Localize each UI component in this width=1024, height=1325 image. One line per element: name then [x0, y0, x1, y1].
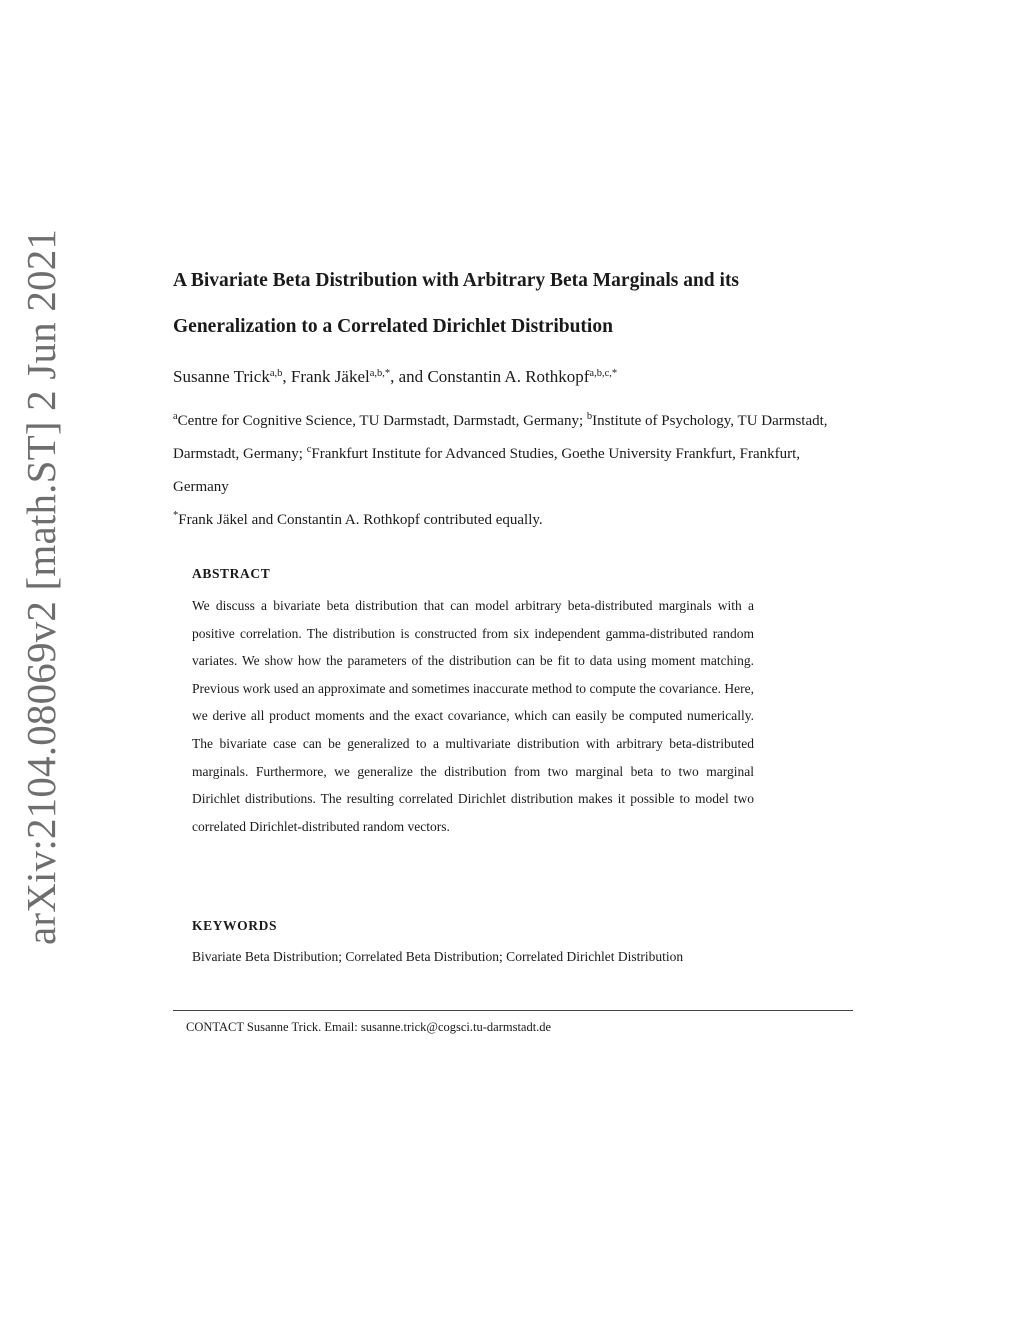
footnote-divider: [173, 1010, 853, 1011]
affiliation-mark: a: [173, 411, 178, 422]
contact-email-link[interactable]: susanne.trick@cogsci.tu-darmstadt.de: [360, 1020, 552, 1034]
keywords-heading: KEYWORDS: [192, 918, 278, 933]
abstract-body: We discuss a bivariate beta distribution that can model arbitrary beta-distributed marginals with a positive correlation. The distribution is constructed from six independent gamma-distributed random variates. We show how the parameters of the distribution can be fit to data using moment matching. Previous work used an approximate and sometimes inaccurate method to compute the covariance. Here, we derive all product moments and the exact covariance, which can easily be computed numerically. The bivariate case can be generalized to a multivariate distribution with arbitrary beta-distributed marginals. Furthermore, we generalize the distribution from two marginal beta to two marginal Dirichlet distributions. The resulting correlated Dirichlet distribution makes it possible to model two correlated Dirichlet-distributed random vectors.: [192, 598, 754, 834]
author-list: [173, 364, 873, 390]
affiliation-paragraph: [173, 405, 853, 504]
author-separator: ,: [282, 367, 291, 386]
affiliation-text: Institute of Psychology, TU Darmstadt, Darmstadt, Germany;: [173, 413, 828, 462]
affiliation-text: Centre for Cognitive Science, TU Darmstadt, Darmstadt, Germany;: [177, 413, 587, 429]
contact-prefix: CONTACT Susanne Trick. Email:: [186, 1020, 361, 1034]
affiliation-mark: b: [586, 411, 593, 422]
contact-footnote: [186, 1018, 551, 1036]
author-affiliation-marks: a,b: [269, 368, 283, 379]
affiliations: [173, 405, 853, 537]
author-name: Constantin A. Rothkopf: [427, 367, 590, 386]
paper-title: [173, 258, 873, 350]
arxiv-identifier-stamp: arXiv:2104.08069v2 [math.ST] 2 Jun 2021: [18, 228, 64, 945]
author-name: Frank Jäkel: [290, 367, 370, 386]
author-affiliation-marks: a,b,c,*: [589, 368, 618, 379]
title-line-1: A Bivariate Beta Distribution with Arbitrary Beta Marginals and its: [173, 270, 740, 291]
author-separator: , and: [390, 367, 428, 386]
footnote-mark: *: [173, 510, 179, 521]
title-line-2: Generalization to a Correlated Dirichlet Distribution: [173, 316, 613, 337]
keywords-body: Bivariate Beta Distribution; Correlated Beta Distribution; Correlated Dirichlet Distribution: [192, 949, 684, 964]
affiliation-text: Frankfurt Institute for Advanced Studies, Goethe University Frankfurt, Frankfurt, Germany: [173, 446, 801, 495]
author-affiliation-marks: a,b,*: [369, 368, 391, 379]
equal-contribution-note: [173, 504, 853, 537]
author-name: Susanne Trick: [173, 367, 270, 386]
abstract-heading: ABSTRACT: [192, 566, 271, 581]
equal-contribution-text: Frank Jäkel and Constantin A. Rothkopf contributed equally.: [178, 512, 543, 528]
affiliation-mark: c: [306, 444, 312, 455]
